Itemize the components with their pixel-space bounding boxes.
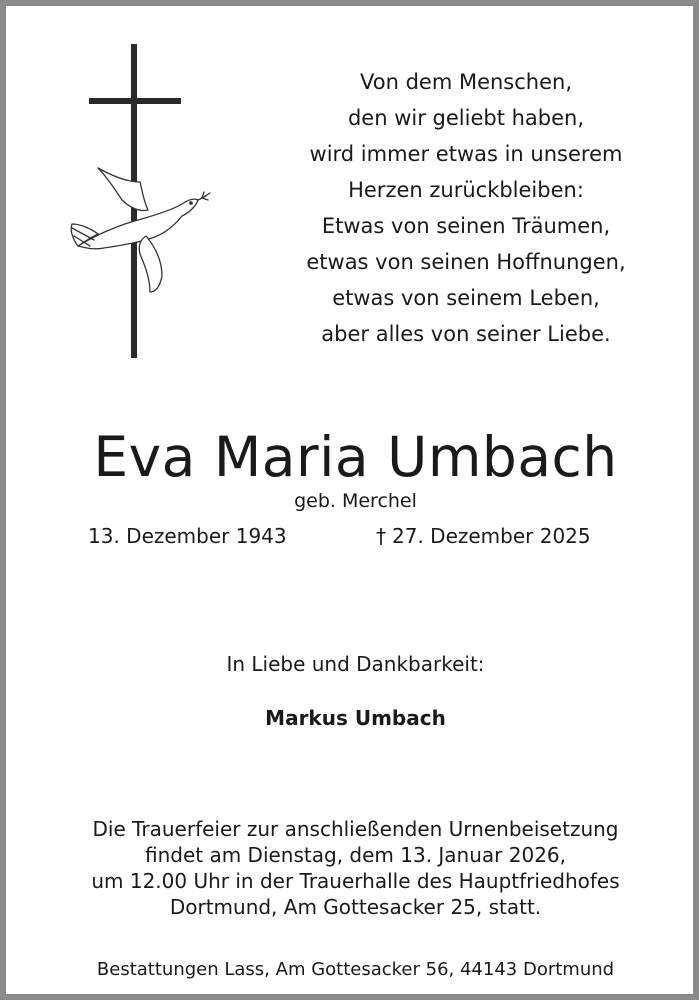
poem-stanza-1 xyxy=(276,64,656,208)
birth-name: geb. Merchel xyxy=(294,490,417,512)
mourner-names: Markus Umbach xyxy=(265,706,446,730)
poem-line: Von dem Menschen, xyxy=(360,70,572,94)
cross-with-dove-icon xyxy=(64,40,214,362)
death-date: 27. Dezember 2025 xyxy=(392,524,591,548)
poem-line: aber alles von seiner Liebe. xyxy=(321,322,611,346)
poem-stanza-2 xyxy=(276,208,656,352)
mourners-intro: In Liebe und Dankbarkeit: xyxy=(226,652,485,676)
poem-line: etwas von seinen Hoffnungen, xyxy=(306,250,626,274)
undertaker-info: Bestattungen Lass, Am Gottesacker 56, 44143 Dortmund xyxy=(96,959,615,980)
death-cross-icon: † xyxy=(376,524,386,548)
poem-line: Etwas von seinen Träumen, xyxy=(321,214,611,238)
birth-date: 13. Dezember 1943 xyxy=(88,524,287,548)
funeral-line: um 12.00 Uhr in der Trauerhalle des Hauptfriedhofes xyxy=(91,869,620,893)
poem-line: den wir geliebt haben, xyxy=(347,106,585,130)
poem-line: wird immer etwas in unserem xyxy=(309,142,623,166)
funeral-line: Dortmund, Am Gottesacker 25, statt. xyxy=(169,895,542,919)
funeral-line: Die Trauerfeier zur anschließenden Urnenbeisetzung xyxy=(92,817,619,841)
funeral-line: findet am Dienstag, dem 13. Januar 2026, xyxy=(144,843,567,867)
funeral-announcement xyxy=(36,816,675,920)
poem-line: etwas von seinem Leben, xyxy=(332,286,600,310)
poem-line: Herzen zurückbleiben: xyxy=(348,178,584,202)
deceased-name: Eva Maria Umbach xyxy=(93,425,618,489)
death-date-line xyxy=(376,522,591,550)
